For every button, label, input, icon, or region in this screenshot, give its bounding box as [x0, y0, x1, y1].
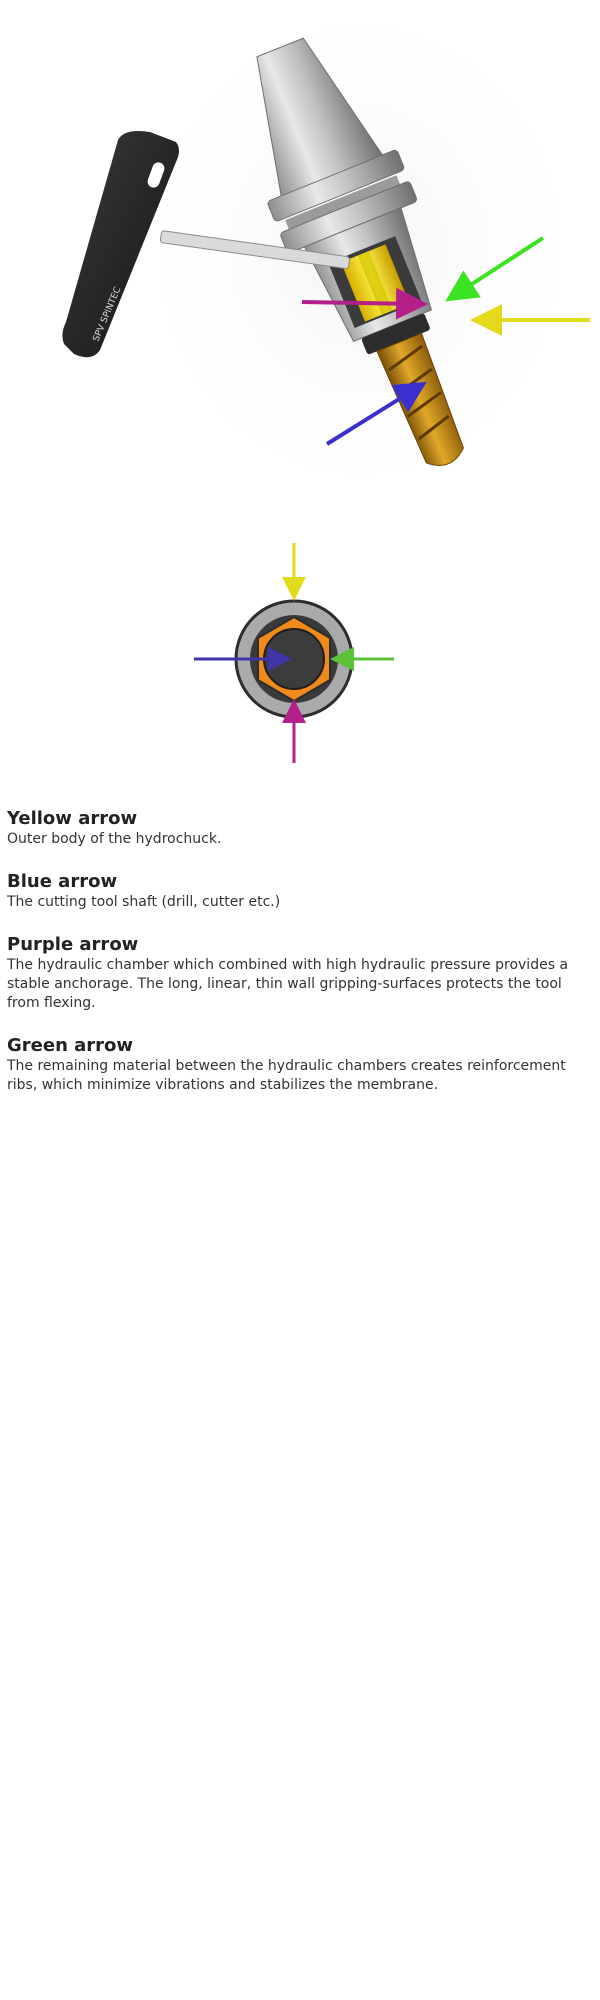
- legend-item-yellow: [7, 808, 587, 849]
- legend-description: The hydraulic chamber which combined with high hydraulic pressure provides a stable anchorage. The long, linear, thin wall gripping-surfaces protects the tool from flexing.: [7, 957, 569, 1011]
- legend-title: Purple arrow: [7, 934, 139, 955]
- hydrochuck-illustration: [0, 0, 600, 545]
- arrow-purple-icon: [302, 302, 420, 304]
- legend-item-green: [7, 1035, 587, 1095]
- legend-description: The remaining material between the hydraulic chambers creates reinforcement ribs, which minimize vibrations and stabilizes the membrane.: [7, 1058, 566, 1093]
- legend-description: The cutting tool shaft (drill, cutter etc.): [7, 894, 281, 910]
- handle-logo: SPV SPINTEC: [91, 285, 124, 344]
- legend-title: Yellow arrow: [7, 808, 138, 829]
- legend: [7, 808, 587, 1117]
- legend-item-purple: [7, 934, 587, 1013]
- legend-item-blue: [7, 871, 587, 912]
- cross-section-diagram: [180, 535, 420, 775]
- legend-title: Green arrow: [7, 1035, 134, 1056]
- legend-title: Blue arrow: [7, 871, 118, 892]
- legend-description: Outer body of the hydrochuck.: [7, 831, 222, 847]
